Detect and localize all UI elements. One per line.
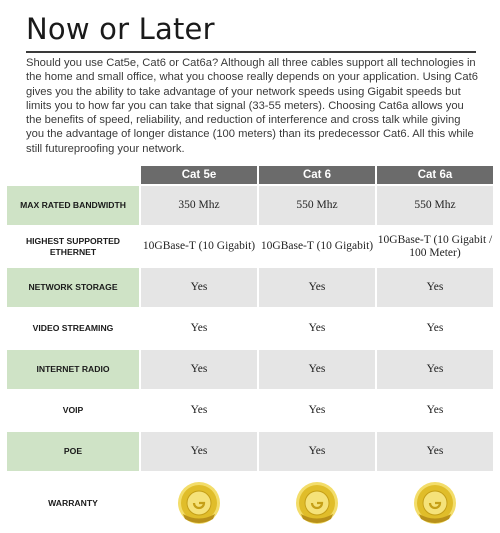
table-cell: Yes — [377, 350, 493, 389]
row-label: VOIP — [7, 391, 139, 430]
lifetime-warranty-seal-icon — [295, 481, 339, 525]
table-cell: Yes — [141, 309, 257, 348]
row-label: HIGHEST SUPPORTED ETHERNET — [7, 227, 139, 266]
table-row-voip — [7, 391, 493, 430]
table-cell: Yes — [259, 309, 375, 348]
table-cell: 10GBase-T (10 Gigabit) — [141, 227, 257, 266]
row-label: MAX RATED BANDWIDTH — [7, 186, 139, 225]
column-header-cat6a: Cat 6a — [377, 166, 493, 184]
table-row-ethernet — [7, 227, 493, 266]
row-label: WARRANTY — [7, 473, 139, 533]
title-divider — [26, 51, 476, 53]
table-row-bandwidth — [7, 186, 493, 225]
table-cell: Yes — [259, 391, 375, 430]
table-cell: 10GBase-T (10 Gigabit / 100 Meter) — [377, 227, 493, 266]
table-header-row — [7, 166, 493, 184]
table-cell: 550 Mhz — [259, 186, 375, 225]
table-row-warranty — [7, 473, 493, 533]
row-label: POE — [7, 432, 139, 471]
table-cell: Yes — [377, 432, 493, 471]
table-cell: Yes — [259, 432, 375, 471]
table-cell: Yes — [377, 268, 493, 307]
table-row-video-streaming — [7, 309, 493, 348]
table-cell — [259, 473, 375, 533]
lifetime-warranty-seal-icon — [177, 481, 221, 525]
table-cell: Yes — [141, 350, 257, 389]
row-label: INTERNET RADIO — [7, 350, 139, 389]
comparison-table — [7, 166, 493, 533]
table-cell — [377, 473, 493, 533]
table-cell: 550 Mhz — [377, 186, 493, 225]
table-cell: Yes — [377, 309, 493, 348]
lifetime-warranty-seal-icon — [413, 481, 457, 525]
column-header-cat5e: Cat 5e — [141, 166, 257, 184]
table-cell — [141, 473, 257, 533]
table-row-internet-radio — [7, 350, 493, 389]
intro-paragraph: Should you use Cat5e, Cat6 or Cat6a? Although all three cables support all technologies in the home and small office, what you choose really depends on your application. Using Cat6 gives you the ability to take advantage of your network speeds using Gigabit speeds but limits you to how far you can take that signal (33-55 meters). Choosing Cat6a allows you the benefits of speed, reliability, and reduction of interference and cross talk while giving you the advantage of longer distance (100 meters) than its predecessor Cat6. All this while still futureproofing your network. — [26, 57, 478, 155]
page-title: Now or Later — [26, 12, 215, 46]
column-header-cat6: Cat 6 — [259, 166, 375, 184]
table-cell: Yes — [141, 432, 257, 471]
table-cell: Yes — [141, 268, 257, 307]
table-cell: 350 Mhz — [141, 186, 257, 225]
table-cell: Yes — [259, 268, 375, 307]
table-cell: 10GBase-T (10 Gigabit) — [259, 227, 375, 266]
row-label: NETWORK STORAGE — [7, 268, 139, 307]
table-row-network-storage — [7, 268, 493, 307]
table-row-poe — [7, 432, 493, 471]
table-cell: Yes — [141, 391, 257, 430]
table-cell: Yes — [259, 350, 375, 389]
table-cell: Yes — [377, 391, 493, 430]
row-label: VIDEO STREAMING — [7, 309, 139, 348]
